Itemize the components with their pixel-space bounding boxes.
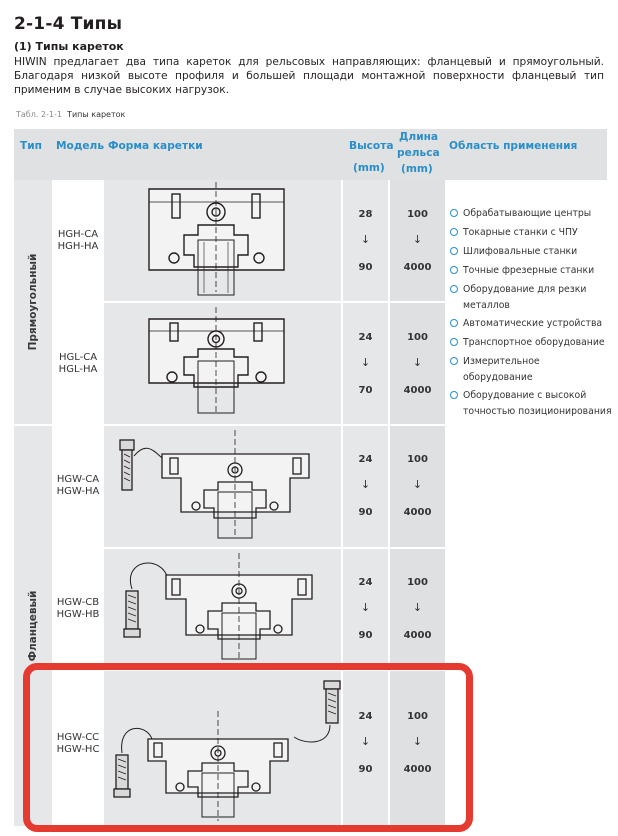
model-name: HGW-HC [56, 744, 100, 755]
circle-bullet-icon [450, 319, 458, 327]
circle-bullet-icon [450, 247, 458, 255]
length-cell [390, 426, 445, 547]
application-item: Оборудование для резки металлов [447, 280, 612, 314]
length-min: 100 [407, 577, 428, 588]
length-max: 4000 [403, 507, 432, 518]
height-min: 28 [358, 209, 373, 220]
circle-bullet-icon [450, 357, 458, 365]
subsection-title: (1) Типы кареток [14, 40, 124, 53]
application-item: Транспортное оборудование [447, 333, 612, 352]
type-cell-rect [14, 180, 52, 424]
application-item: Оборудование с высокой точностью позиционирования [447, 386, 612, 420]
carriage-flange-a-drawing [104, 426, 341, 547]
model-name: HGL-CA [58, 352, 98, 363]
circle-bullet-icon [450, 209, 458, 217]
header-length-2: рельса [397, 147, 440, 159]
shape-cell [104, 426, 341, 547]
length-min: 100 [407, 332, 428, 343]
height-cell [343, 549, 388, 669]
height-min: 24 [358, 332, 373, 343]
header-height-unit: (mm) [353, 162, 385, 174]
header-type: Тип [20, 140, 42, 152]
header-length: Длина [399, 131, 439, 143]
model-cell [54, 352, 102, 376]
range-arrow: ↓ [412, 478, 423, 491]
length-min: 100 [407, 209, 428, 220]
intro-paragraph: HIWIN предлагает два типа кареток для рельсовых направляющих: фланцевый и прямоугольный. Благодаря низкой высоте профиля и большей площади монтажной поверхности фланцевый тип применим в случае высоких нагрузок. [14, 56, 604, 96]
header-application: Область применения [449, 140, 578, 152]
height-max: 90 [358, 507, 373, 518]
length-min: 100 [407, 711, 428, 722]
table-caption-text: Типы кареток [67, 110, 126, 119]
table-caption [16, 110, 125, 119]
section-title: 2-1-4 Типы [14, 14, 123, 34]
application-item: Обрабатывающие центры [447, 204, 612, 223]
height-max: 70 [358, 385, 373, 396]
height-max: 90 [358, 764, 373, 775]
carriage-low-rect-drawing [104, 303, 341, 424]
range-arrow: ↓ [360, 233, 371, 246]
header-shape: Форма каретки [108, 140, 203, 152]
application-item: Точные фрезерные станки [447, 261, 612, 280]
application-item: Измерительное оборудование [447, 352, 612, 386]
range-arrow: ↓ [412, 233, 423, 246]
height-max: 90 [358, 630, 373, 641]
carriage-rect-drawing [104, 180, 341, 301]
length-min: 100 [407, 454, 428, 465]
height-cell [343, 180, 388, 301]
model-name: HGW-CB [56, 597, 100, 608]
height-max: 90 [358, 262, 373, 273]
table-caption-number: Табл. 2-1-1 [16, 110, 62, 119]
model-name: HGH-HA [57, 241, 99, 252]
header-length-unit: (mm) [401, 163, 433, 175]
type-label-rect: Прямоугольный [27, 253, 39, 351]
application-item: Шлифовальные станки [447, 242, 612, 261]
range-arrow: ↓ [360, 601, 371, 614]
circle-bullet-icon [450, 228, 458, 236]
header-model: Модель [56, 140, 105, 152]
model-name: HGW-CA [56, 474, 100, 485]
application-item: Токарные станки с ЧПУ [447, 223, 612, 242]
circle-bullet-icon [450, 391, 458, 399]
model-cell [54, 229, 102, 253]
shape-cell [104, 180, 341, 301]
height-cell [343, 426, 388, 547]
length-max: 4000 [403, 630, 432, 641]
height-min: 24 [358, 454, 373, 465]
circle-bullet-icon [450, 285, 458, 293]
range-arrow: ↓ [412, 601, 423, 614]
range-arrow: ↓ [360, 735, 371, 748]
shape-cell [104, 549, 341, 669]
height-min: 24 [358, 711, 373, 722]
shape-cell [104, 303, 341, 424]
highlight-box [23, 663, 473, 832]
model-name: HGW-CC [56, 732, 100, 743]
range-arrow: ↓ [412, 735, 423, 748]
range-arrow: ↓ [360, 478, 371, 491]
length-cell [390, 303, 445, 424]
length-max: 4000 [403, 262, 432, 273]
model-name: HGH-CA [57, 229, 99, 240]
carriage-flange-b-drawing [104, 549, 341, 669]
circle-bullet-icon [450, 266, 458, 274]
header-height: Высота [349, 140, 394, 152]
height-cell [343, 303, 388, 424]
length-max: 4000 [403, 764, 432, 775]
applications-list [447, 204, 612, 420]
length-cell [390, 180, 445, 301]
model-cell [54, 474, 102, 498]
type-label-flange: Фланцевый [27, 590, 39, 662]
model-cell [54, 597, 102, 621]
range-arrow: ↓ [412, 356, 423, 369]
model-name: HGL-HA [58, 364, 98, 375]
range-arrow: ↓ [360, 356, 371, 369]
circle-bullet-icon [450, 338, 458, 346]
length-max: 4000 [403, 385, 432, 396]
model-name: HGW-HA [56, 486, 100, 497]
table-header [14, 129, 607, 180]
height-min: 24 [358, 577, 373, 588]
length-cell [390, 549, 445, 669]
application-item: Автоматические устройства [447, 314, 612, 333]
model-name: HGW-HB [56, 609, 100, 620]
